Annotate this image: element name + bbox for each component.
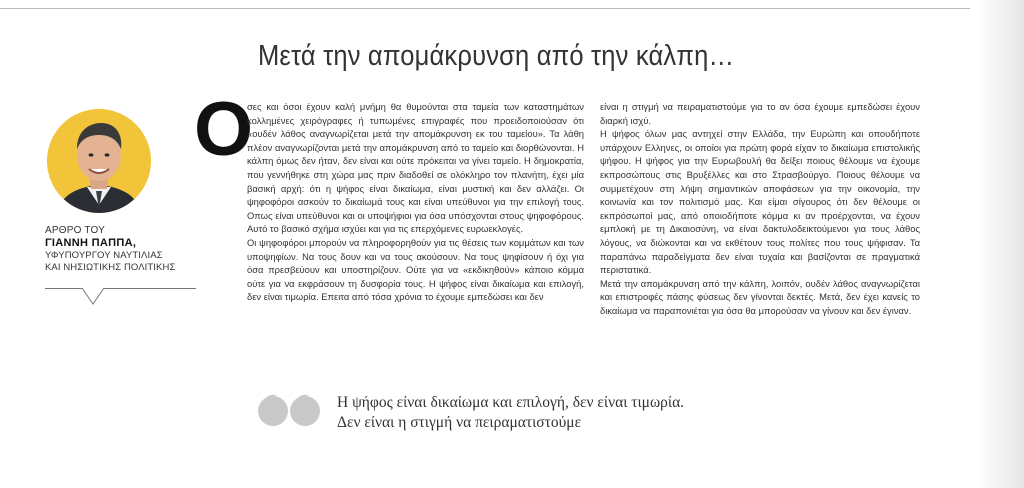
author-role-continued: ΚΑΙ ΝΗΣΙΩΤΙΚΗΣ ΠΟΛΙΤΙΚΗΣ (45, 262, 176, 273)
author-name: ΓΙΑΝΝΗ ΠΑΠΠΑ, (45, 237, 137, 249)
top-rule (0, 8, 970, 9)
byline-pointer (82, 288, 104, 310)
article-column-2 (600, 100, 920, 318)
byline-rule (45, 288, 196, 289)
paragraph: είναι η στιγμή να πειραματιστούμε για το αν όσα έχουμε εμπεδώσει έχουν διαρκή ισχύ. (600, 101, 920, 126)
pull-quote (337, 393, 684, 433)
paragraph: σες και όσοι έχουν καλή μνήμη θα θυμούνται στα ταμεία των καταστημάτων κολλημένες χειρόγραφες ή τυπωμένες επιγραφές που προειδοποιούσαν ότι «ουδέν λάθος αναγνωρίζεται μετά την απομάκρυνση εκ του ταμείου». Τα λάθη πλέον αναγνωρίζονται μετά την απομάκρυνση από το ταμείο και διορθώνονται. Η κάλπη όμως δεν ήταν, δεν είναι και ούτε πρόκειται να γίνει ταμείο. Η δημοκρατία, που γεννήθηκε στη χώρα μας πριν διαδοθεί σε ολόκληρο τον πλανήτη, έχει μία βασική αρχή: ότι η ψήφος είναι δικαίωμα, είναι μυστική και δεν αλλάζει. Οι ψηφοφόροι ασκούν το δικαίωμά τους και είναι υπεύθυνοι για την επιλογή τους. Οπως είναι υπεύθυνοι και οι υποψήφιοι για όσα υπόσχονται στους ψηφοφόρους. Αυτό το βασικό σχήμα ισχύει και για τις επερχόμενες ευρωεκλογές. (247, 101, 584, 235)
author-byline (45, 225, 195, 285)
author-prefix: ΑΡΘΡΟ ΤΟΥ (45, 225, 106, 236)
page-edge-shadow (976, 0, 1024, 488)
quote-marks-icon (257, 391, 327, 431)
paragraph: Μετά την απομάκρυνση από την κάλπη, λοιπόν, ουδέν λάθος αναγνωρίζεται και επιστροφές πάσης φύσεως δεν γίνονται δεκτές. Μετά, δεν έχει κανείς το δικαίωμα να παραπονιέται για όσα θα μπορούσαν να γίνουν και δεν έγιναν. (600, 277, 920, 316)
drop-cap: O (194, 87, 254, 172)
paragraph: Η ψήφος όλων μας αντηχεί στην Ελλάδα, την Ευρώπη και οπουδήποτε υπάρχουν Ελληνες, οι οποίοι για πρώτη φορά είχαν το δικαίωμα επιστολικής ψήφου. Η ψήφος για την Ευρωβουλή θα δείξει ποιους θέλουμε να έχουμε εκπροσώπους στις Βρυξέλλες και στο Στρασβούργο. Ποιους θέλουμε να συμμετέχουν στη λήψη σημαντικών αποφάσεων για την οικονομία, την κοινωνία και τον πολιτισμό μας. Και είμαι σίγουρος ότι δεν θέλουμε οι εκπρόσωποί μας, από οποιοδήποτε κόμμα κι αν προέρχονται, να έχουν εμπλοκή με τη Δικαιοσύνη, να είναι δακτυλοδεικτούμενοι για τους λάθος λόγους, να διώκονται και να εκθέτουν τους πολίτες που τους ψήφισαν. Τα παραπάνω παραδείγματα δεν είναι τυχαία και βασίζονται σε πραγματικά περιστατικά. (600, 128, 920, 276)
pull-quote-line: Δεν είναι η στιγμή να πειραματιστούμε (337, 414, 582, 431)
author-portrait-icon (47, 109, 151, 213)
article-title: Μετά την απομάκρυνση από την κάλπη… (258, 40, 735, 72)
author-role: ΥΦΥΠΟΥΡΓΟΥ ΝΑΥΤΙΛΙΑΣ (45, 250, 163, 261)
paragraph: Οι ψηφοφόροι μπορούν να πληροφορηθούν για τις θέσεις των κομμάτων και των υποψηφίων. Να τους δουν και να τους ακούσουν. Να τους ψηφίσουν ή όχι για όσα πρεσβεύουν και υποστηρίζουν. Ούτε για να «εκδικηθούν» κάποιο κόμμα ούτε για να εκφράσουν τη δυσφορία τους. Η ψήφος είναι δικαίωμα και επιλογή, δεν είναι τιμωρία. Επειτα από τόσα χρόνια το έχουμε εμπεδώσει και δεν (247, 236, 584, 303)
article-column-1 (247, 100, 584, 304)
author-photo (47, 109, 151, 213)
pull-quote-line: Η ψήφος είναι δικαίωμα και επιλογή, δεν είναι τιμωρία. (337, 394, 685, 411)
